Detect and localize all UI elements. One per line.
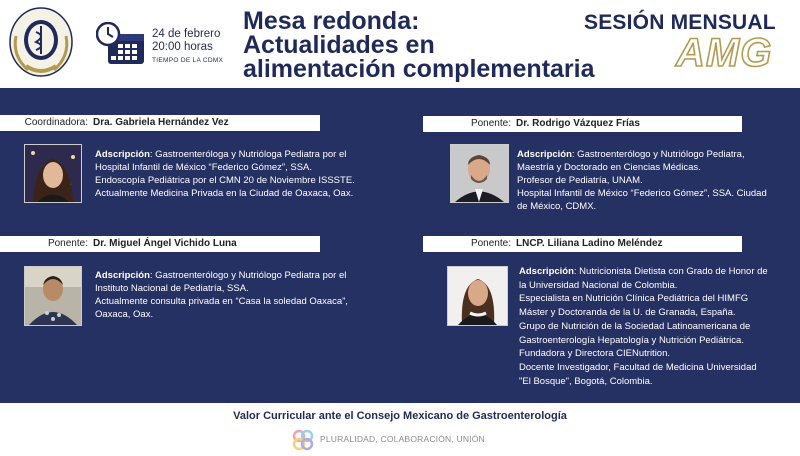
speaker-photo	[450, 144, 509, 203]
speaker-name-bar	[0, 115, 320, 131]
amg-seal-logo	[8, 6, 74, 78]
speaker-role: Ponente:	[470, 118, 511, 129]
title-line: Actualidades en	[243, 31, 435, 59]
footer	[0, 403, 800, 450]
event-timezone: TIEMPO DE LA CDMX	[152, 57, 224, 64]
event-date: 24 de febrero	[152, 28, 221, 40]
speaker-name-bar	[423, 236, 742, 252]
speaker-bio: Adscripción: Gastroenterólogo y Nutriólogo Pediatra, Maestría y Doctorado en Ciencias Médicas. Profesor de Pediatría, UNAM. Hospital Infantil de México “Federico Gómez”, SSA. Ciudad de México, CDMX.	[517, 149, 767, 212]
title-line: alimentación complementaria	[243, 55, 595, 83]
speaker-bio: Adscripción: Nutricionista Dietista con Grado de Honor de la Universidad Nacional de Colombia. Especialista en Nutrición Clínica Pediátrica del HIMFG Máster y Doctoranda de la U. de Granada, España. Grupo de Nutrición de la Sociedad Latinoamericana de Gastroenterología Hepatología y Nutrición Pediátrica. Fundadora y Directora CIENutrition. Docente Investigador, Facultad de Medicina Universidad "El Bosque", Bogotá, Colombia.	[519, 266, 768, 387]
title-line: Mesa redonda:	[243, 7, 420, 35]
slogan	[292, 429, 485, 449]
speaker-name-bar	[423, 116, 742, 132]
colorful-knot-icon	[292, 429, 314, 451]
speaker-bio: Adscripción: Gastroenteróloga y Nutrióloga Pediatra por el Hospital Infantil de México “Federico Gómez”, SSA. Endoscopía Pediátrica por el CMN 20 de Noviembre ISSSTE. Actualmente Medicina Privada en la Ciudad de Oaxaca, Oax.	[95, 149, 355, 199]
speaker-name: Dra. Gabriela Hernández Vez	[93, 117, 229, 128]
speaker-name: Dr. Rodrigo Vázquez Frías	[516, 118, 640, 129]
bio-label: Adscripción	[95, 149, 150, 160]
speaker-name: LNCP. Liliana Ladino Meléndez	[516, 238, 663, 249]
speaker-name: Dr. Miguel Ángel Vichido Luna	[93, 238, 237, 249]
amg-brand: AMG	[676, 31, 773, 75]
speaker-photo	[24, 144, 82, 203]
page-title	[243, 9, 595, 81]
calendar-clock-icon	[96, 22, 146, 66]
speaker-role: Ponente:	[47, 238, 88, 249]
speaker-role: Ponente:	[470, 238, 511, 249]
speaker-photo	[24, 266, 82, 326]
speakers-panel	[0, 88, 800, 403]
speaker-name-bar	[0, 236, 320, 252]
bio-label: Adscripción	[519, 266, 574, 277]
session-label: SESIÓN MENSUAL	[584, 11, 776, 34]
speaker-photo	[447, 266, 508, 326]
speaker-role: Coordinadora:	[24, 117, 88, 128]
speaker-bio: Adscripción: Gastroenterólogo y Nutriólogo Pediatra por el Instituto Nacional de Pediatría, SSA. Actualmente consulta privada en “Casa la soledad Oaxaca”, Oaxaca, Oax.	[95, 270, 348, 320]
event-date-block	[152, 28, 223, 64]
header	[0, 0, 800, 88]
slogan-text: PLURALIDAD, COLABORACIÓN, UNIÓN	[320, 434, 485, 444]
bio-label: Adscripción	[517, 149, 572, 160]
bio-label: Adscripción	[95, 270, 150, 281]
curricular-value-text: Valor Curricular ante el Consejo Mexicano de Gastroenterología	[233, 410, 567, 422]
event-time: 20:00 horas	[152, 41, 213, 53]
